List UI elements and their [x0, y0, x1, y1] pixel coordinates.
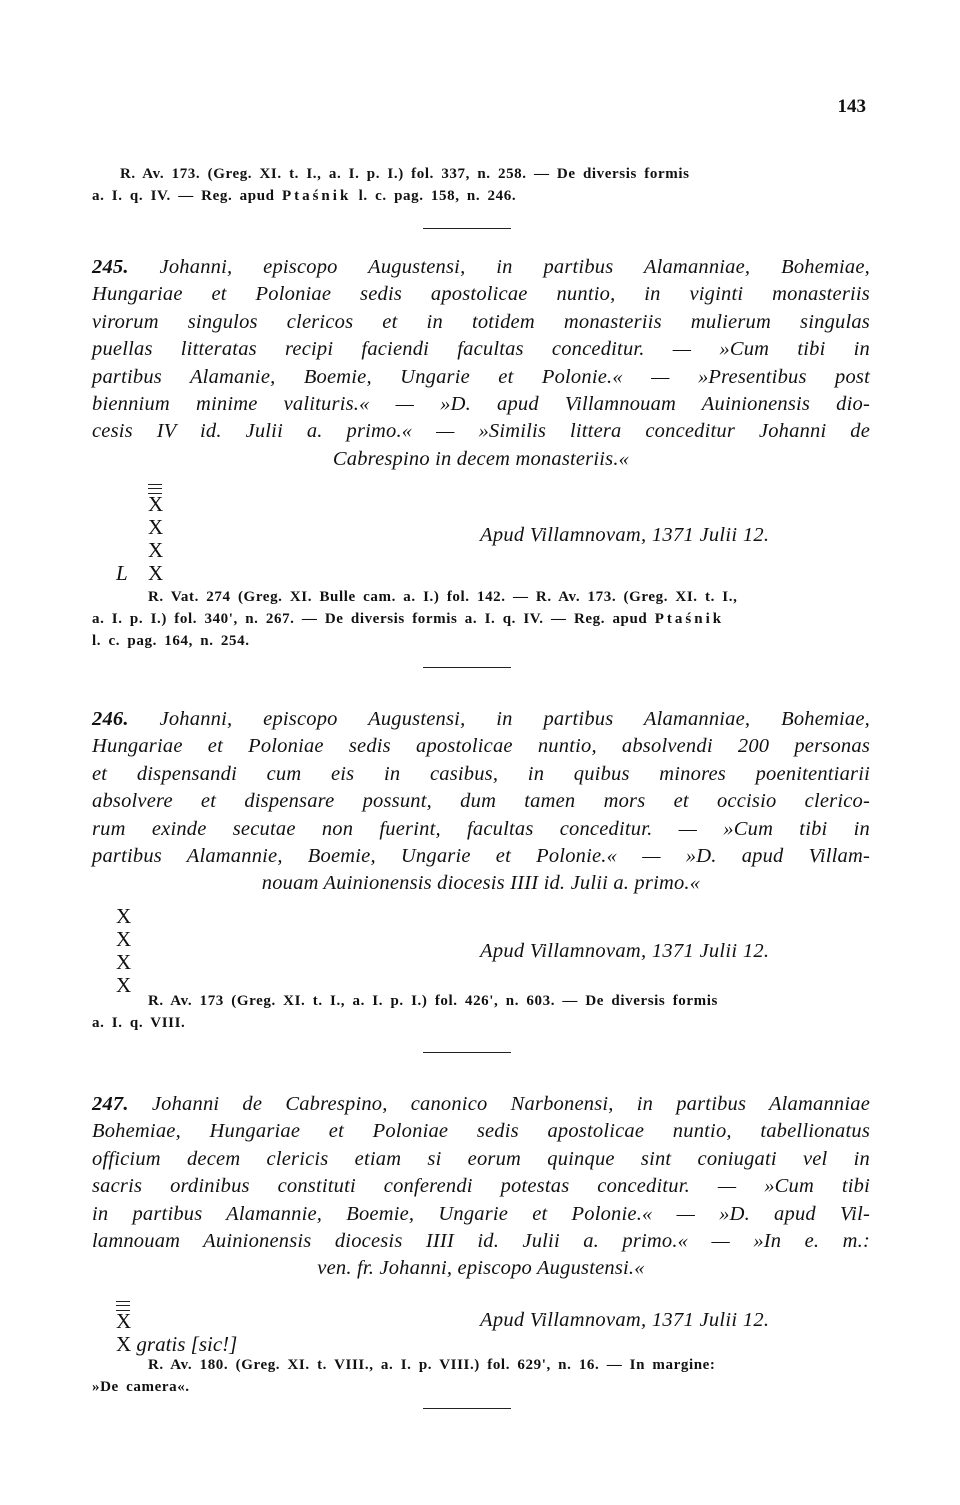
regest-line: Hungariae et Poloniae sedis apostolicae nuntio, in viginti monasteriis	[92, 283, 870, 306]
regest-line: 245. Johanni, episcopo Augustensi, in partibus Alamanniae, Bohemiae,	[92, 256, 871, 278]
tax-mark: X	[116, 950, 132, 974]
regest-line: biennium minime valituris.« — »D. apud Villamnouam Auinionensis dio-	[92, 393, 870, 416]
regest-line: rum exinde secutae non fuerint, facultas conceditur. — »Cum tibi in	[92, 817, 870, 840]
entry-number: 245.	[92, 256, 129, 278]
regest-line: officium decem clericis etiam si eorum quinque sint coniugati vel in	[92, 1147, 870, 1170]
regest-line: in partibus Alamannie, Boemie, Ungarie et Polonie.« — »D. apud Vil-	[92, 1202, 870, 1225]
entry-number: 247.	[92, 1093, 129, 1115]
source-line: »De camera«.	[92, 1379, 190, 1395]
tax-mark: X	[116, 1309, 132, 1333]
separator-rule	[423, 667, 511, 668]
regest-line: partibus Alamanie, Boemie, Ungarie et Polonie.« — »Presentibus post	[92, 365, 870, 388]
regest-247	[92, 1091, 870, 1283]
regest-line: 247. Johanni de Cabrespino, canonico Narbonensi, in partibus Alamanniae	[92, 1093, 871, 1115]
date-place-245: Apud Villamnovam, 1371 Julii 12.	[480, 524, 770, 546]
tax-mark: X	[148, 492, 164, 516]
regest-line: lamnouam Auinionensis diocesis IIII id. Julii a. primo.« — »In e. m.:	[92, 1230, 870, 1253]
regest-line: partibus Alamannie, Boemie, Ungarie et Polonie.« — »D. apud Villam-	[92, 845, 870, 868]
source-line: R. Av. 173 (Greg. XI. t. I., a. I. p. I.) fol. 426', n. 603. — De diversis formis	[148, 993, 718, 1009]
regest-line: absolvere et dispensare possunt, dum tamen mors et occisio clerico-	[92, 790, 870, 813]
tax-mark: X	[148, 538, 164, 562]
source-note-245	[92, 586, 870, 652]
tax-notation-247	[116, 1310, 237, 1356]
tax-notation-245	[116, 493, 163, 585]
tax-mark: X	[116, 973, 132, 997]
regest-line: cesis IV id. Julii a. primo.« — »Similis littera conceditur Johanni de	[92, 420, 870, 443]
header-source-note	[92, 163, 870, 207]
regest-line: 246. Johanni, episcopo Augustensi, in partibus Alamanniae, Bohemiae,	[92, 708, 871, 730]
regest-line: ven. fr. Johanni, episcopo Augustensi.«	[317, 1257, 645, 1280]
regest-line: Cabrespino in decem monasteriis.«	[332, 447, 630, 470]
tax-notation-246	[116, 905, 131, 997]
regest-line: sacris ordinibus constituti conferendi potestas conceditur. — »Cum tibi	[92, 1175, 870, 1198]
regest-line: Bohemiae, Hungariae et Poloniae sedis apostolicae nuntio, tabellionatus	[92, 1120, 870, 1143]
source-note-247	[92, 1354, 870, 1398]
tax-note: gratis [sic!]	[136, 1332, 238, 1356]
date-place-246: Apud Villamnovam, 1371 Julii 12.	[480, 940, 770, 962]
source-line: R. Av. 180. (Greg. XI. t. VIII., a. I. p. VIII.) fol. 629', n. 16. — In margine:	[148, 1357, 716, 1373]
tax-mark: X	[148, 515, 164, 539]
regest-line: et dispensandi cum eis in casibus, in quibus minores poenitentiarii	[92, 762, 870, 785]
regest-line: virorum singulos clericos et in totidem monasteriis mulierum singulas	[92, 310, 870, 333]
tax-mark: X	[116, 927, 132, 951]
separator-rule	[423, 1408, 511, 1409]
source-line: a. I. q. IV. — Reg. apud Ptaśnik l. c. pag. 158, n. 246.	[92, 188, 517, 204]
tax-mark: X	[116, 1332, 132, 1356]
source-line: a. I. p. I.) fol. 340', n. 267. — De diversis formis a. I. q. IV. — Reg. apud Ptaśnik	[92, 611, 725, 627]
date-place-247: Apud Villamnovam, 1371 Julii 12.	[480, 1309, 770, 1331]
source-line: R. Av. 173. (Greg. XI. t. I., a. I. p. I.) fol. 337, n. 258. — De diversis formis	[120, 166, 690, 182]
source-line: a. I. q. VIII.	[92, 1015, 186, 1031]
regest-line: Hungariae et Poloniae sedis apostolicae nuntio, absolvendi 200 personas	[92, 735, 870, 758]
tax-mark: X	[116, 904, 132, 928]
tax-mark: L	[116, 561, 128, 585]
separator-rule	[423, 1052, 511, 1053]
source-note-246	[92, 990, 870, 1034]
page-number: 143	[837, 96, 866, 117]
regest-246	[92, 706, 870, 898]
regest-line: nouam Auinionensis diocesis IIII id. Julii a. primo.«	[261, 872, 701, 895]
source-line: R. Vat. 274 (Greg. XI. Bulle cam. a. I.) fol. 142. — R. Av. 173. (Greg. XI. t. I.,	[148, 589, 738, 605]
source-line: l. c. pag. 164, n. 254.	[92, 633, 250, 649]
regest-line: puellas litteratas recipi faciendi facultas conceditur. — »Cum tibi in	[92, 338, 870, 361]
separator-rule	[423, 228, 511, 229]
entry-number: 246.	[92, 708, 129, 730]
tax-mark: X	[148, 561, 164, 585]
regest-245	[92, 254, 870, 473]
